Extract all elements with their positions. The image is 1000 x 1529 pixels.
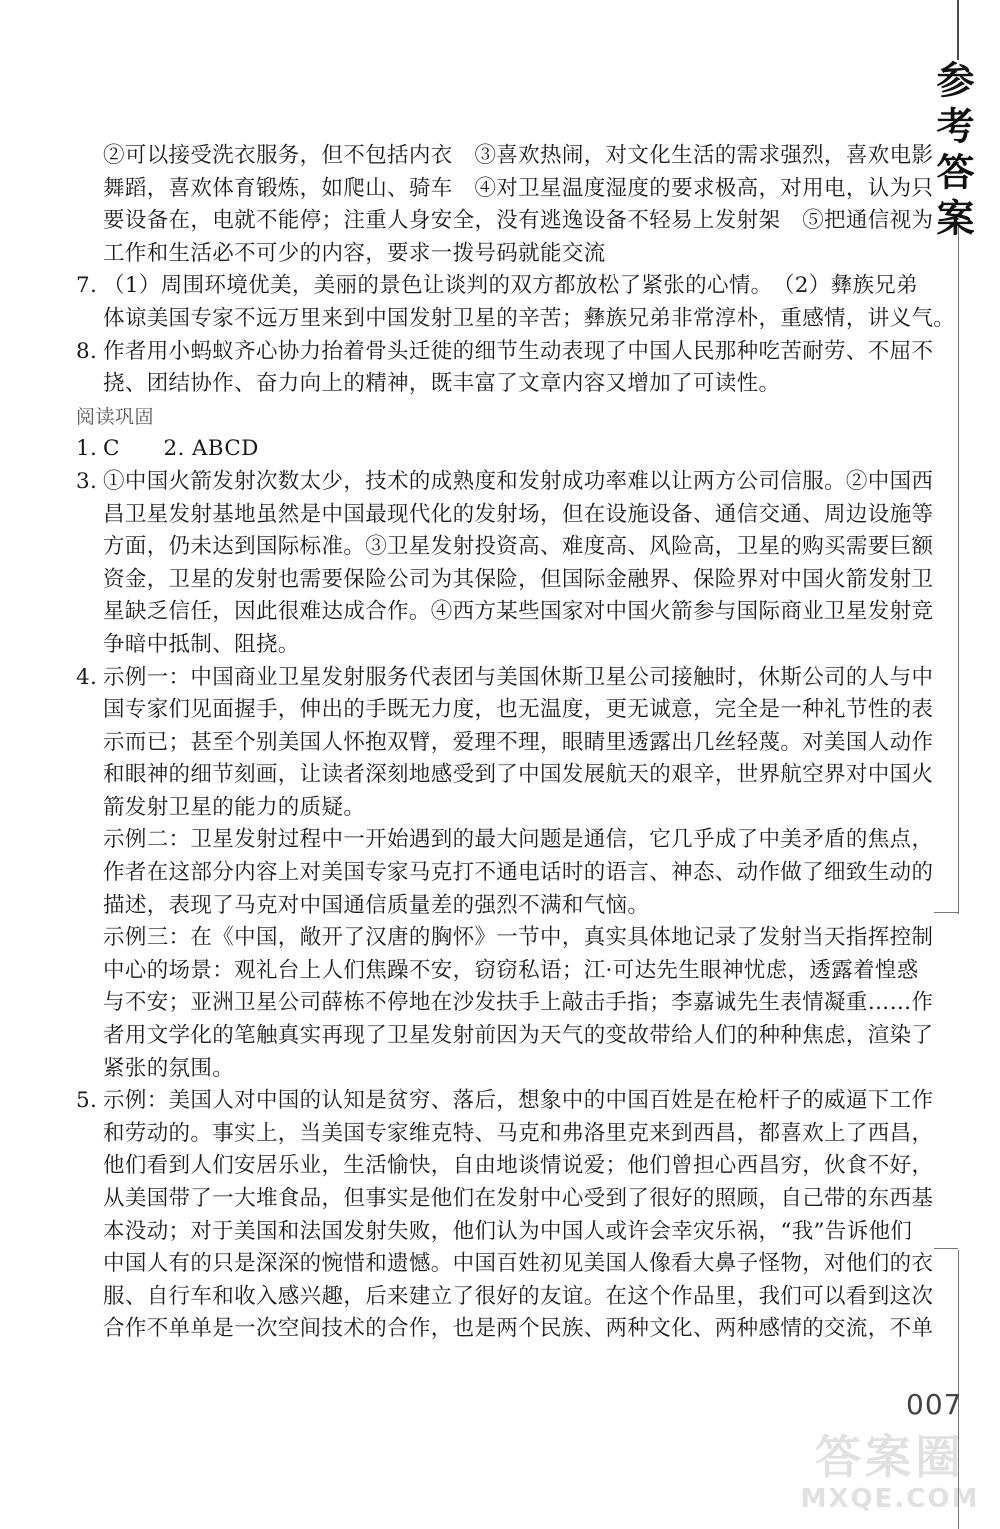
text-line: C 2. ABCD	[103, 436, 259, 462]
side-rule-middle	[958, 224, 959, 914]
text-line: 舞蹈，喜欢体育锻炼，如爬山、骑车 ④对卫星温度湿度的要求极高，对用电，认为只	[103, 175, 934, 201]
answer-content	[76, 140, 956, 1346]
text-line: 描述，表现了马克对中国通信质量差的强烈不满和气恼。	[103, 892, 650, 918]
side-rule-top	[957, 0, 959, 60]
text-line: 他们看到人们安居乐业，生活愉快，自由地谈情说爱；他们曾担心西昌穷，伙食不好，	[103, 1153, 934, 1179]
watermark-title: 答案圈	[815, 1430, 965, 1484]
text-line: 昌卫星发射基地虽然是中国最现代化的发射场，但在设施设备、通信交通、周边设施等	[103, 501, 934, 527]
question-8	[76, 336, 934, 369]
text-line: 国专家们见面握手，伸出的手既无力度，也无温度，更无诚意，完全是一种礼节性的表	[103, 697, 934, 723]
question-3	[76, 466, 934, 499]
text-line: 本没动；对于美国和法国发射失败，他们认为中国人或许会幸灾乐祸，“我”告诉他们	[103, 1218, 913, 1244]
text-line: 示例三：在《中国，敞开了汉唐的胸怀》一节中，真实具体地记录了发射当天指挥控制	[103, 925, 934, 951]
text-line: 体谅美国专家不远万里来到中国发射卫星的辛苦；彝族兄弟非常淳朴，重感情，讲义气。	[103, 305, 956, 331]
question-1-2	[76, 433, 908, 466]
text-line: 和眼神的细节刻画，让读者深刻地感受到了中国发展航天的艰辛，世界航空界对中国火	[103, 762, 934, 788]
text-line: 星缺乏信任，因此很难达成合作。④西方某些国家对中国火箭参与国际商业卫星发射竞	[103, 599, 934, 625]
question-4	[76, 662, 934, 695]
question-number: 4.	[76, 664, 98, 690]
watermark-url: MXQE.COM	[800, 1484, 980, 1514]
text-line: 者用文学化的笔触真实再现了卫星发射前因为天气的变故带给人们的种种焦虑，渲染了	[103, 1023, 934, 1049]
question-number: 5.	[76, 1088, 98, 1114]
section-heading: 阅读巩固	[76, 405, 155, 428]
text-line: 资金，卫星的发射也需要保险公司为其保险，但国际金融界、保险界对中国火箭发射卫	[103, 566, 934, 592]
question-number: 8.	[76, 338, 98, 364]
side-tick	[934, 912, 958, 913]
page-number: 007	[906, 1388, 963, 1421]
text-line: 示而已；甚至个别美国人怀抱双臂，爱理不理，眼睛里透露出几丝轻蔑。对美国人动作	[103, 729, 934, 755]
text-line: 箭发射卫星的能力的质疑。	[103, 794, 366, 820]
side-title: 参考答案	[930, 60, 975, 244]
text-line: 示例一：中国商业卫星发射服务代表团与美国休斯卫星公司接触时，休斯公司的人与中	[103, 664, 934, 690]
text-line: 作者在这部分内容上对美国专家马克打不通电话时的语言、神态、动作做了细致生动的	[103, 860, 934, 886]
text-line: 合作不单单是一次空间技术的合作，也是两个民族、两种文化、两种感情的交流，不单	[103, 1316, 934, 1342]
text-line: ②可以接受洗衣服务，但不包括内衣 ③喜欢热闹，对文化生活的需求强烈，喜欢电影	[103, 143, 934, 168]
question-5	[76, 1085, 934, 1118]
question-number: 7.	[76, 273, 98, 299]
text-line: 服、自行车和收入感兴趣，后来建立了很好的友谊。在这个作品里，我们可以看到这次	[103, 1283, 934, 1309]
question-7	[76, 270, 919, 303]
text-line: 中国人有的只是深深的惋惜和遗憾。中国百姓初见美国人像看大鼻子怪物，对他们的衣	[103, 1251, 934, 1277]
text-line: ①中国火箭发射次数太少，技术的成熟度和发射成功率难以让两方公司信服。②中国西	[103, 468, 934, 494]
question-number: 3.	[76, 468, 98, 494]
side-tick	[934, 1248, 958, 1249]
watermark-logo	[790, 1430, 990, 1525]
text-line: 作者用小蚂蚁齐心协力抬着骨头迁徙的细节生动表现了中国人民那种吃苦耐劳、不屈不	[103, 338, 934, 364]
text-line: 示例二：卫星发射过程中一开始遇到的最大问题是通信，它几乎成了中美矛盾的焦点，	[103, 827, 934, 853]
question-number: 1.	[76, 436, 98, 462]
text-line: （1）周围环境优美，美丽的景色让谈判的双方都放松了紧张的心情。 （2）彝族兄弟	[103, 273, 919, 299]
text-line: 和劳动的。事实上，当美国专家维克特、马克和弗洛里克来到西昌，都喜欢上了西昌，	[103, 1120, 934, 1146]
text-line: 紧张的氛围。	[103, 1055, 235, 1081]
text-line: 从美国带了一大堆食品，但事实是他们在发射中心受到了很好的照顾，自己带的东西基	[103, 1186, 934, 1211]
text-line: 工作和生活必不可少的内容，要求一拨号码就能交流	[103, 240, 606, 266]
text-line: 争暗中抵制、阻挠。	[103, 631, 300, 657]
text-line: 方面，仍未达到国际标准。③卫星发射投资高、难度高、风险高，卫星的购买需要巨额	[103, 534, 934, 560]
text-line: 要设备在，电就不能停；注重人身安全，没有逃逸设备不轻易上发射架 ⑤把通信视为	[103, 208, 934, 234]
text-line: 与不安；亚洲卫星公司薛栋不停地在沙发扶手上敲击手指；李嘉诚先生表情凝重……作	[103, 990, 934, 1016]
text-line: 中心的场景：观礼台上人们焦躁不安，窃窃私语；江·可达先生眼神忧虑，透露着惶惑	[103, 957, 919, 983]
text-line: 挠、团结协作、奋力向上的精神，既丰富了文章内容又增加了可读性。	[103, 371, 781, 397]
text-line: 示例：美国人对中国的认知是贫穷、落后，想象中的中国百姓是在枪杆子的威逼下工作	[103, 1088, 934, 1114]
